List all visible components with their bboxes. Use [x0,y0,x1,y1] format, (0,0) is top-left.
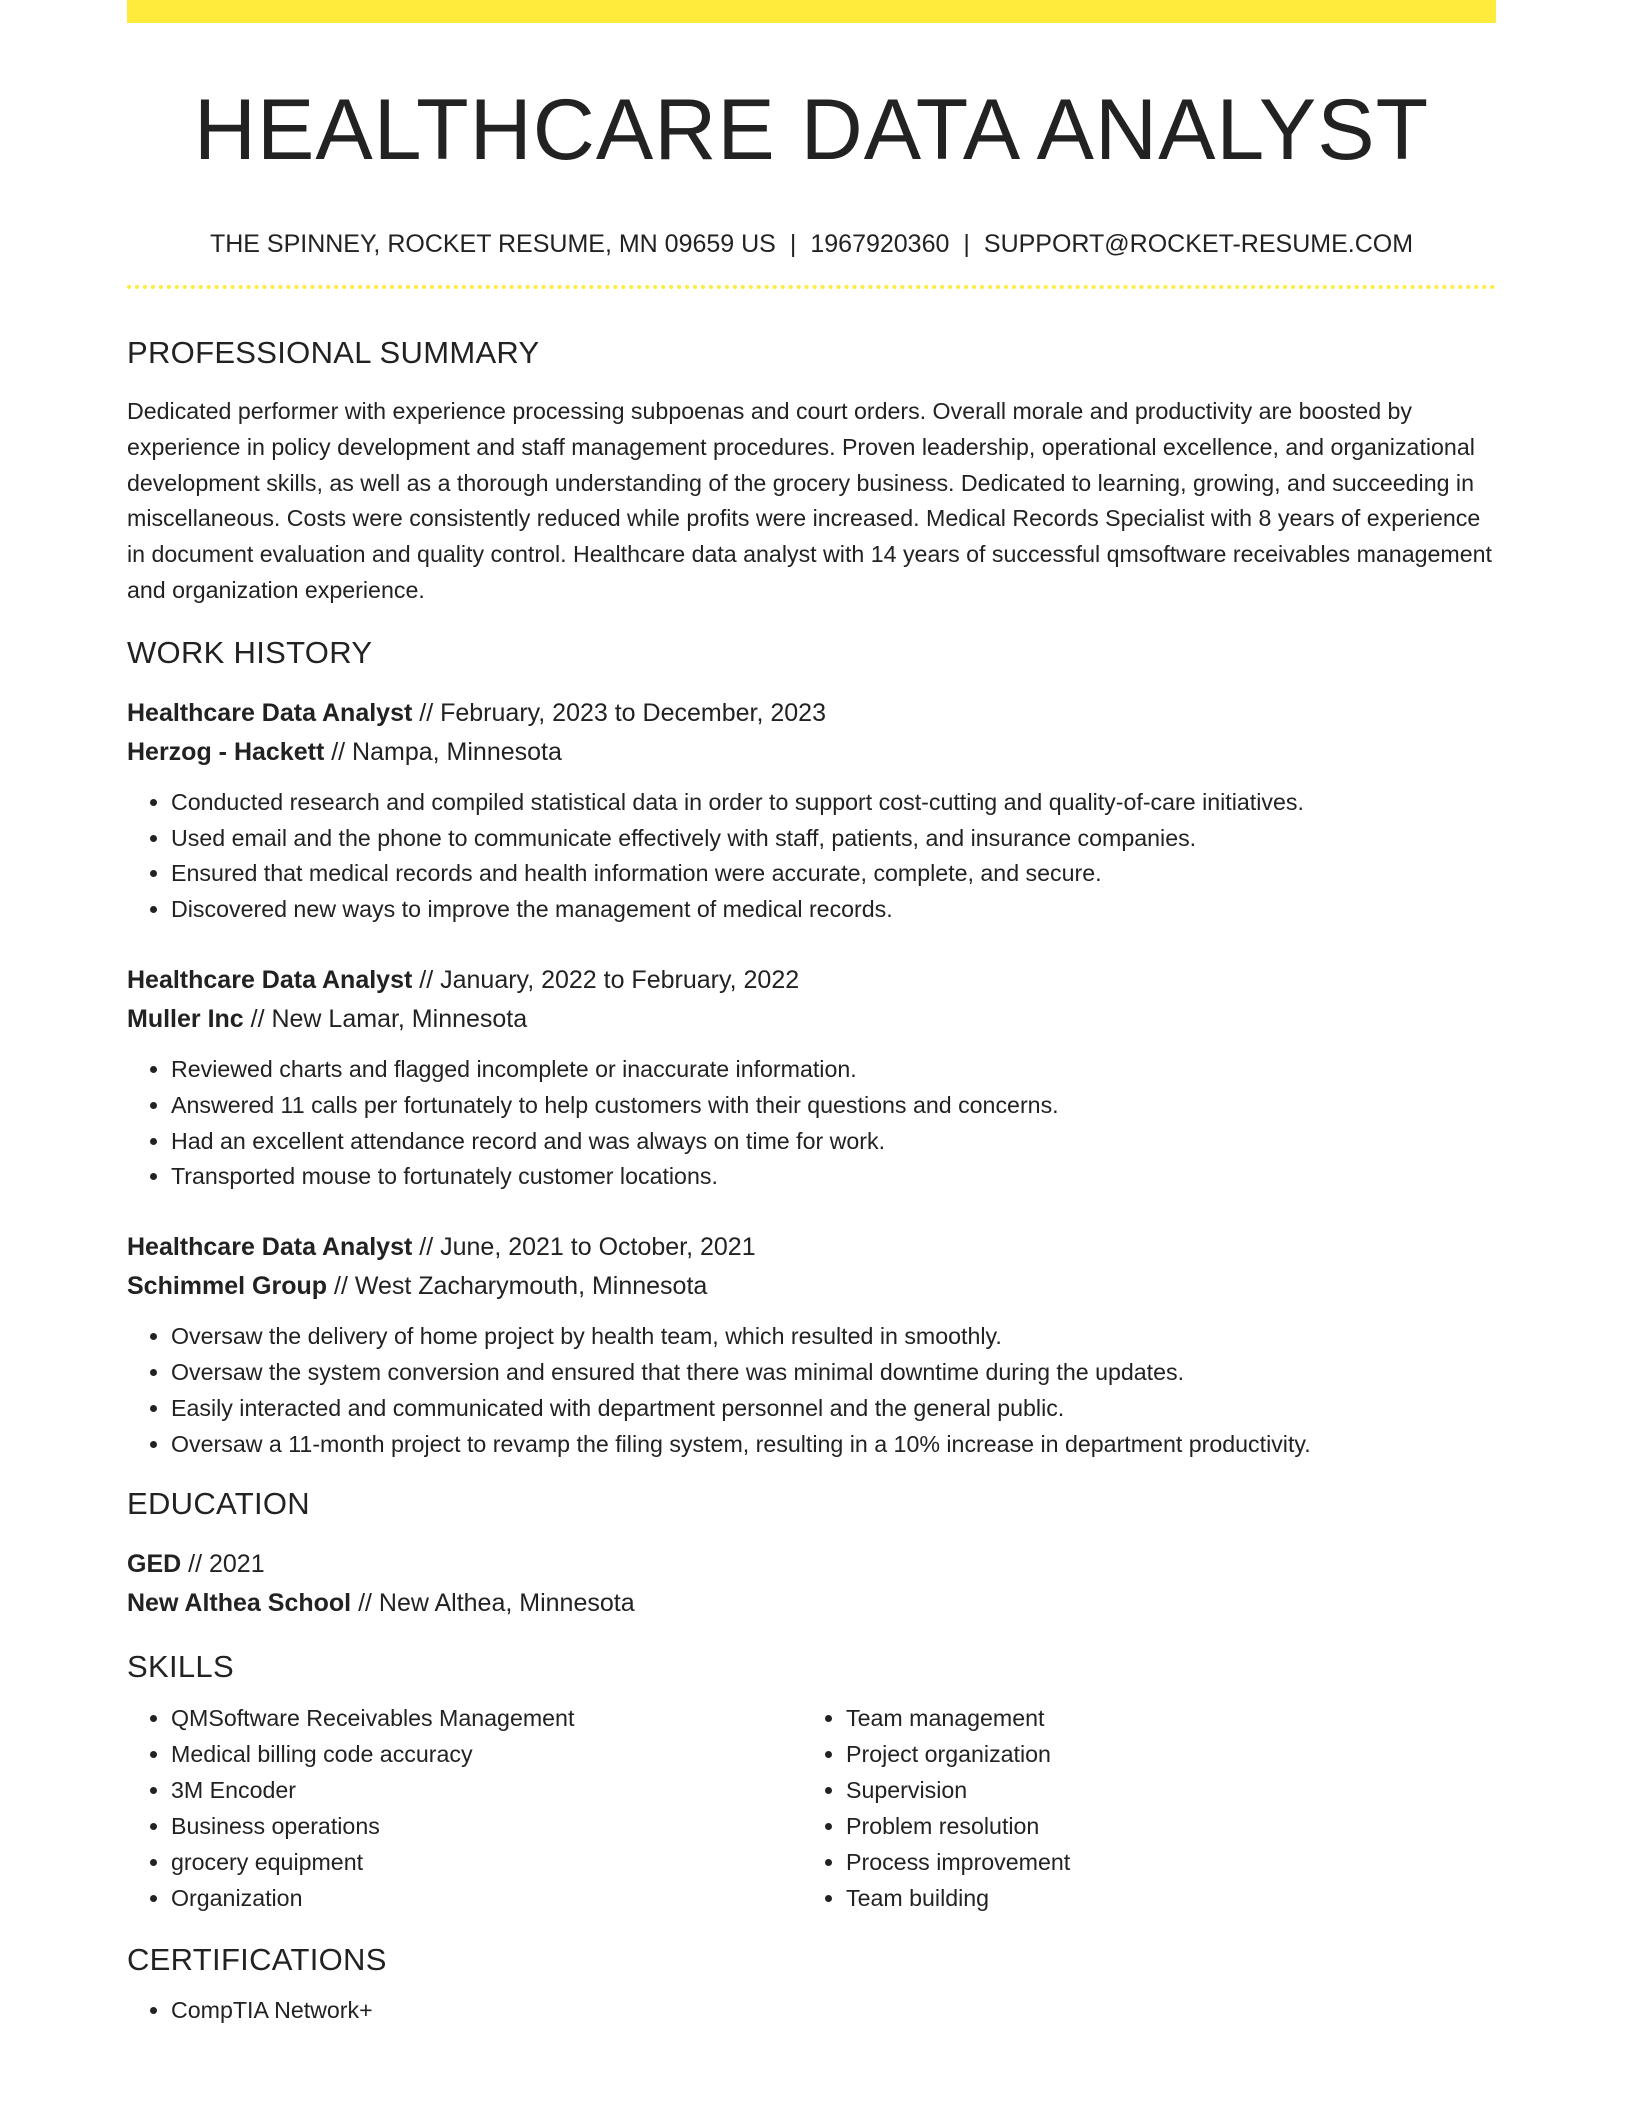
job-title-line [127,961,1496,1000]
skill-item: • 3M Encoder [171,1772,802,1808]
job-title: Healthcare Data Analyst [127,965,413,994]
job-title-line [127,1228,1496,1267]
skills-columns [127,1700,1496,1916]
education-location: // New Althea, Minnesota [358,1589,635,1618]
job-bullet: • Answered 11 calls per fortunately to help customers with their questions and concerns. [171,1088,1496,1124]
summary-heading: PROFESSIONAL SUMMARY [127,335,540,370]
skill-item: • Supervision [846,1772,1477,1808]
skill-item: • Business operations [171,1808,802,1844]
job-dates: // January, 2022 to February, 2022 [419,965,800,994]
job-location: // New Lamar, Minnesota [250,1004,528,1033]
contact-separator: | [789,230,797,258]
resume-title: HEALTHCARE DATA ANALYST [193,82,1430,178]
job-company-line [127,1000,1496,1039]
job-entry [127,1228,1496,1462]
job-bullet: • Oversaw the system conversion and ensured that there was minimal downtime during the updates. [171,1355,1496,1391]
contact-email: SUPPORT@ROCKET-RESUME.COM [983,230,1414,258]
skill-item: • Organization [171,1880,802,1916]
dotted-divider [127,285,1496,289]
skill-item: • grocery equipment [171,1844,802,1880]
job-title: Healthcare Data Analyst [127,1233,413,1262]
education-school: New Althea School [127,1589,352,1618]
job-bullets [127,785,1496,928]
skill-item: • Medical billing code accuracy [171,1736,802,1772]
job-dates: // February, 2023 to December, 2023 [419,698,826,727]
job-bullet: • Reviewed charts and flagged incomplete or inaccurate information. [171,1052,1496,1088]
certifications-list [127,1993,1496,2029]
job-bullet: • Ensured that medical records and health information were accurate, complete, and secure. [171,856,1496,892]
education-heading: EDUCATION [127,1486,310,1522]
skill-item: • Problem resolution [846,1808,1477,1844]
job-bullet: • Conducted research and compiled statistical data in order to support cost-cutting and quality-of-care initiatives. [171,785,1496,821]
skill-item: • Team management [846,1700,1477,1736]
resume-content [127,0,1496,2029]
job-dates: // June, 2021 to October, 2021 [419,1233,756,1262]
job-bullet: • Easily interacted and communicated with department personnel and the general public. [171,1391,1496,1427]
skill-item: • QMSoftware Receivables Management [171,1700,802,1736]
job-bullet: • Used email and the phone to communicate effectively with staff, patients, and insurance companies. [171,821,1496,857]
job-title-line [127,694,1496,733]
job-title: Healthcare Data Analyst [127,698,413,727]
education-school-line [127,1584,1496,1623]
education-degree: GED [127,1550,182,1579]
job-bullets [127,1319,1496,1462]
work-history-heading: WORK HISTORY [127,634,373,670]
contact-phone: 1967920360 [810,230,950,258]
job-bullet: • Had an excellent attendance record and was always on time for work. [171,1124,1496,1160]
job-company-line [127,1267,1496,1306]
certification-item: • CompTIA Network+ [171,1993,1496,2029]
job-bullet: • Transported mouse to fortunately customer locations. [171,1159,1496,1195]
job-company-line [127,733,1496,772]
job-company: Herzog - Hackett [127,737,325,766]
summary-text: Dedicated performer with experience processing subpoenas and court orders. Overall morale and productivity are boosted by experience in policy development and staff management procedures. Proven leadership, operational excellence, and organizational development skills, as well as a thorough understanding of the grocery business. Dedicated to learning, growing, and succeeding in miscellaneous. Costs were consistently reduced while profits were increased. Medical Records Specialist with 8 years of experience in document evaluation and quality control. Healthcare data analyst with 14 years of successful qmsoftware receivables management and organization experience. [127,398,1492,603]
job-location: // Nampa, Minnesota [331,737,562,766]
job-location: // West Zacharymouth, Minnesota [334,1272,708,1301]
skill-item: • Project organization [846,1736,1477,1772]
skill-item: • Team building [846,1880,1477,1916]
job-bullet: • Discovered new ways to improve the management of medical records. [171,892,1496,928]
skills-heading: SKILLS [127,1649,234,1685]
job-bullets [127,1052,1496,1195]
education-year: // 2021 [188,1550,265,1579]
job-entry [127,694,1496,928]
job-company: Muller Inc [127,1004,244,1033]
contact-line [127,228,1496,260]
job-bullet: • Oversaw a 11-month project to revamp the filing system, resulting in a 10% increase in department productivity. [171,1427,1496,1463]
skills-list-left [127,1700,802,1916]
contact-address: THE SPINNEY, ROCKET RESUME, MN 09659 US [209,230,776,258]
job-entry [127,961,1496,1195]
education-entry [127,1545,1496,1623]
education-degree-line [127,1545,1496,1584]
certifications-heading: CERTIFICATIONS [127,1942,387,1978]
skills-list-right [802,1700,1477,1916]
job-company: Schimmel Group [127,1272,328,1301]
job-bullet: • Oversaw the delivery of home project by health team, which resulted in smoothly. [171,1319,1496,1355]
skill-item: • Process improvement [846,1844,1477,1880]
contact-separator: | [963,230,970,258]
